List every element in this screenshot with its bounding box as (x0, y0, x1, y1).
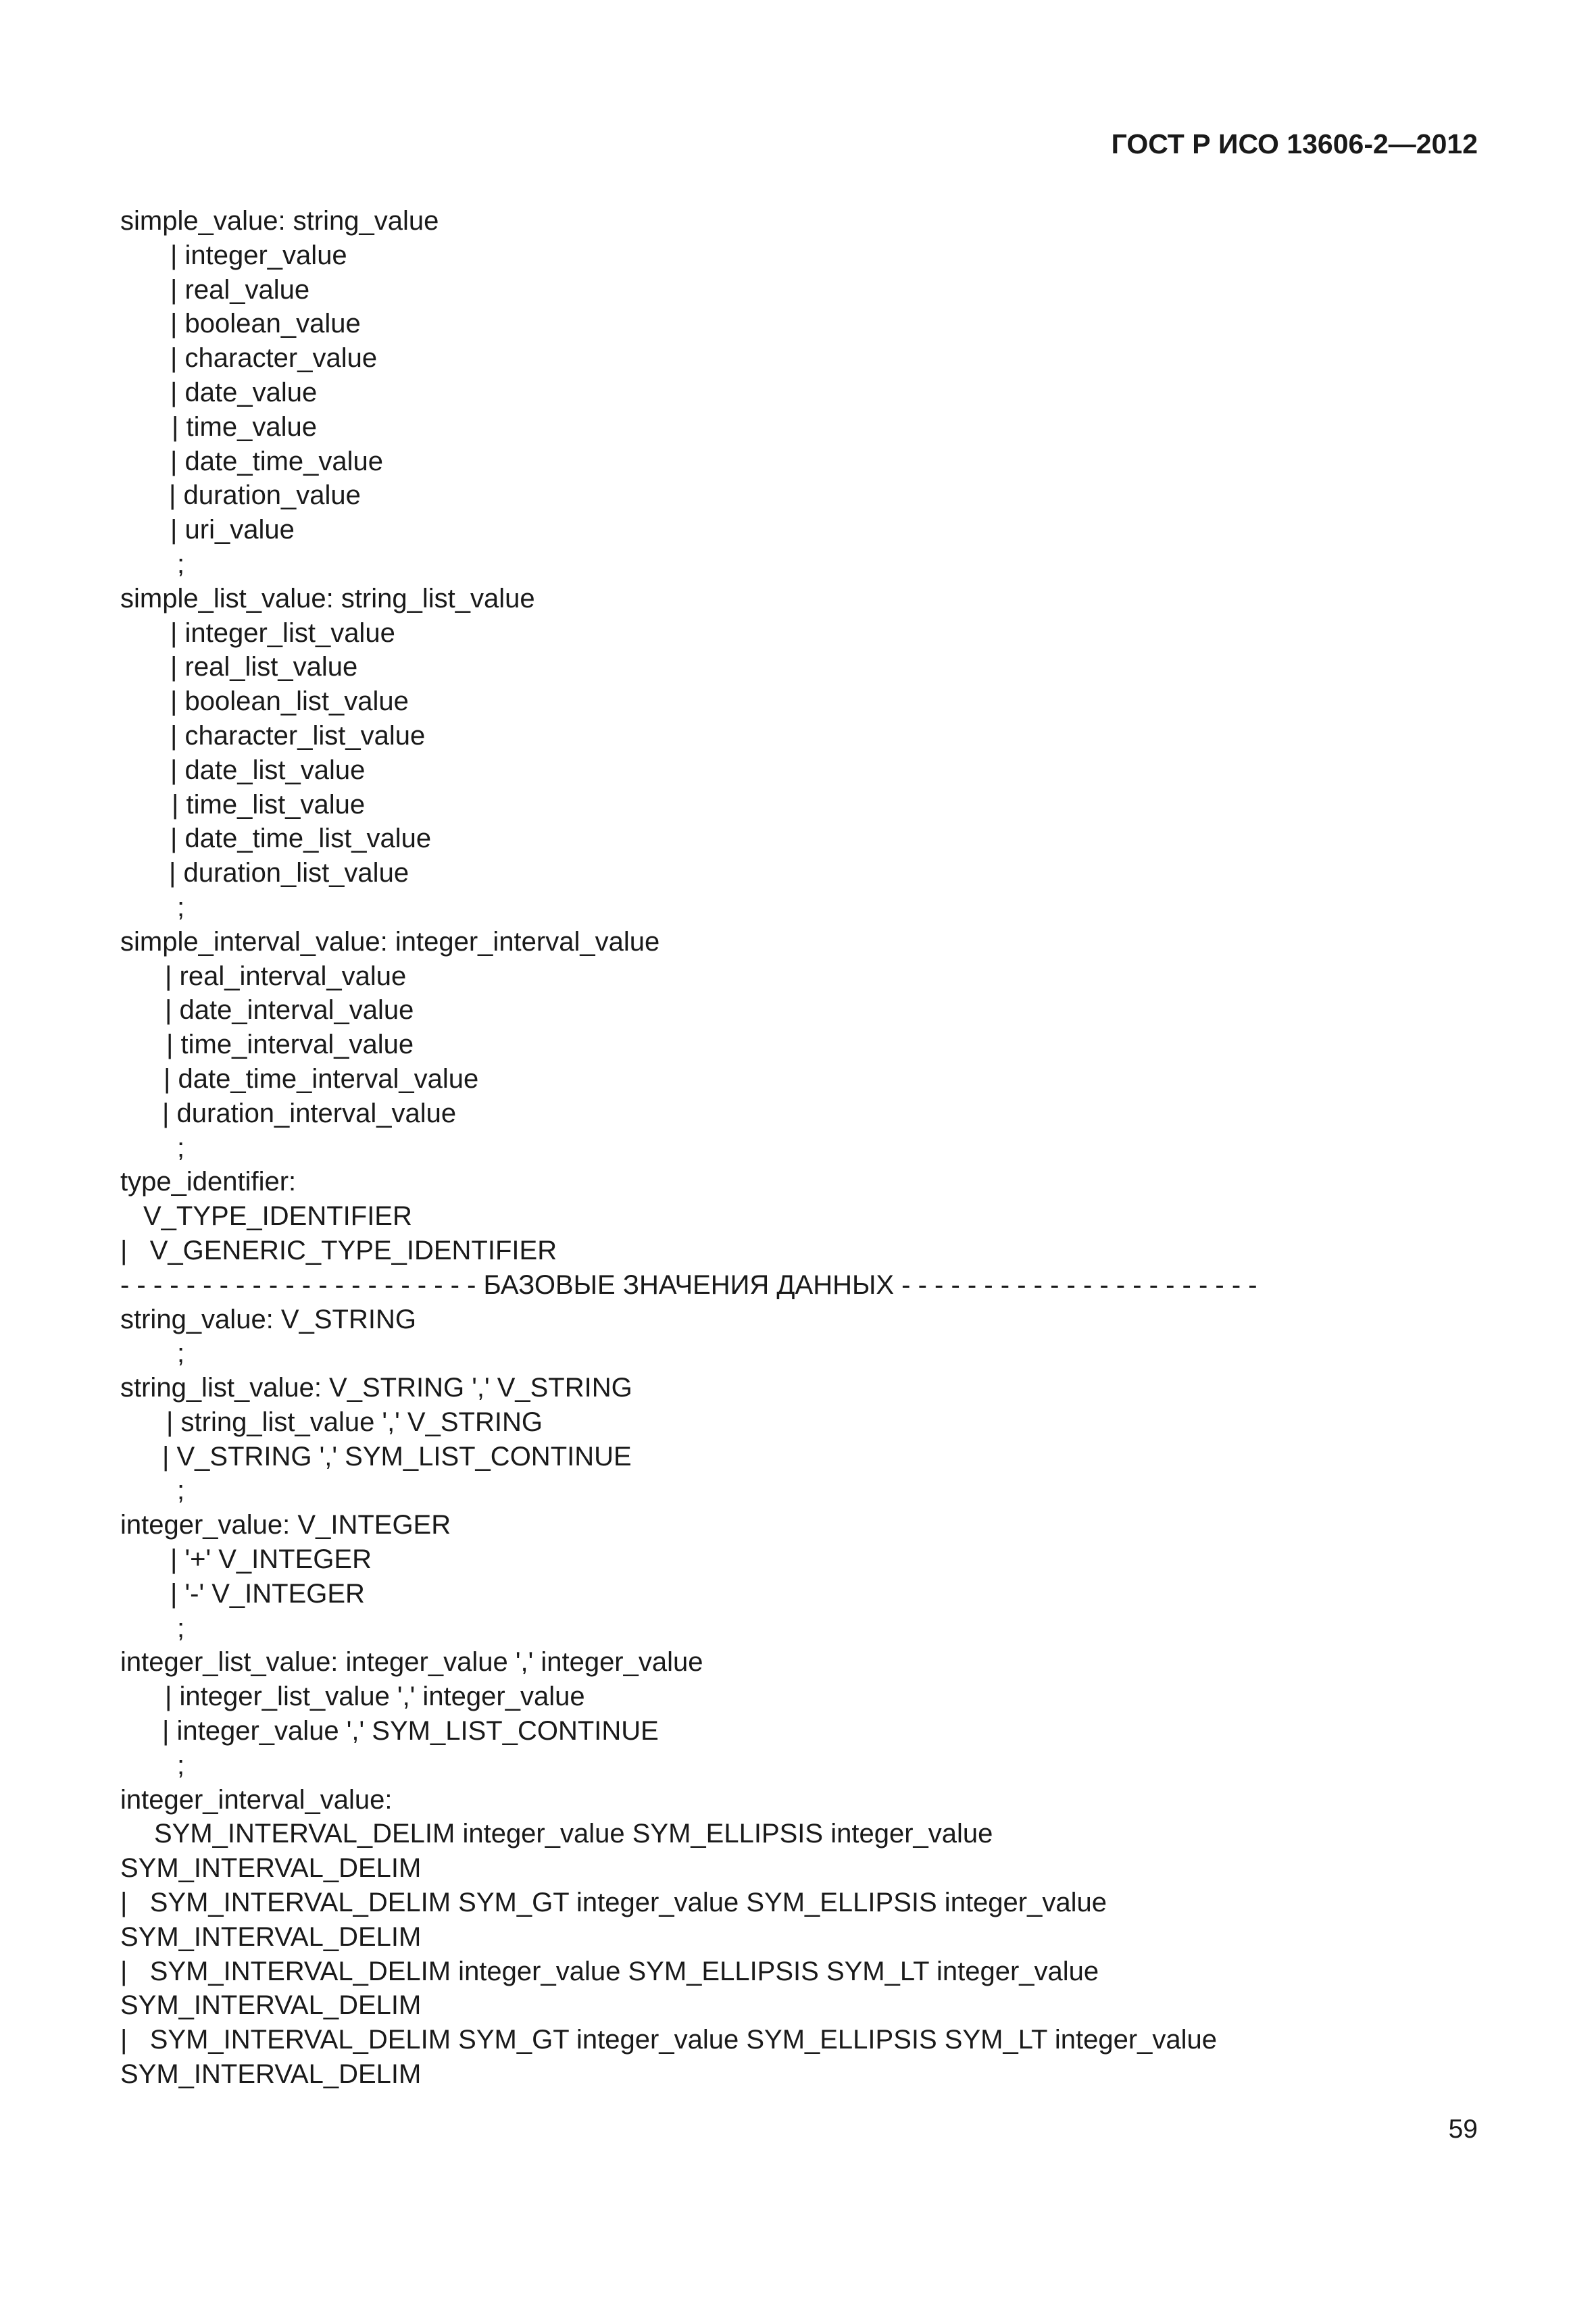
grammar-line: V_TYPE_IDENTIFIER (143, 1201, 412, 1232)
grammar-line: | boolean_value (170, 309, 361, 339)
grammar-line: ; (177, 1613, 185, 1643)
grammar-line: ; (177, 1132, 185, 1163)
grammar-line: | SYM_INTERVAL_DELIM SYM_GT integer_value SYM_ELLIPSIS SYM_LT integer_value (120, 2025, 1218, 2055)
grammar-line: | duration_list_value (169, 858, 409, 888)
grammar-line: simple_interval_value: integer_interval_value (120, 926, 660, 957)
grammar-line: | integer_list_value ',' integer_value (165, 1682, 585, 1712)
grammar-line: ; (177, 1476, 185, 1506)
page-number: 59 (1448, 2115, 1478, 2144)
grammar-line: simple_list_value: string_list_value (120, 583, 535, 613)
grammar-line: | character_list_value (170, 720, 426, 751)
grammar-line: integer_value: V_INTEGER (120, 1510, 451, 1540)
grammar-line: | '+' V_INTEGER (170, 1544, 372, 1575)
grammar-text-block (120, 204, 1257, 2092)
grammar-line: | character_value (170, 343, 378, 374)
grammar-line: SYM_INTERVAL_DELIM (120, 1921, 422, 1952)
grammar-line: | uri_value (170, 515, 295, 545)
grammar-line: | duration_value (169, 480, 361, 511)
grammar-line: | time_interval_value (166, 1030, 414, 1060)
grammar-line: ; (177, 549, 185, 579)
grammar-line: | date_time_value (170, 446, 384, 476)
grammar-line: - - - - - - - - - - - - - - - - - - - - - - БАЗОВЫЕ ЗНАЧЕНИЯ ДАННЫХ - - - - - - - - - - - - - - - - - - - - - - (120, 1269, 1257, 1300)
grammar-line: | date_time_interval_value (164, 1063, 479, 1094)
grammar-line: | V_GENERIC_TYPE_IDENTIFIER (120, 1235, 557, 1265)
grammar-line: | integer_value (170, 240, 347, 270)
grammar-line: ; (177, 892, 185, 922)
grammar-line: string_list_value: V_STRING ',' V_STRING (120, 1373, 632, 1403)
grammar-line: | date_interval_value (165, 995, 414, 1026)
grammar-line: integer_list_value: integer_value ',' integer_value (120, 1647, 703, 1678)
grammar-line: ; (177, 1750, 185, 1780)
grammar-line: | real_list_value (170, 652, 358, 682)
grammar-line: | real_value (170, 274, 310, 305)
grammar-line: string_value: V_STRING (120, 1304, 416, 1334)
grammar-line: | integer_list_value (170, 618, 395, 648)
grammar-line: | V_STRING ',' SYM_LIST_CONTINUE (162, 1441, 632, 1472)
grammar-line: SYM_INTERVAL_DELIM (120, 1990, 422, 2021)
grammar-line: | string_list_value ',' V_STRING (166, 1407, 543, 1437)
grammar-line: | SYM_INTERVAL_DELIM SYM_GT integer_value SYM_ELLIPSIS integer_value (120, 1888, 1107, 1918)
grammar-line: | duration_interval_value (162, 1098, 457, 1128)
document-header: ГОСТ Р ИСО 13606-2—2012 (1111, 128, 1478, 159)
grammar-line: SYM_INTERVAL_DELIM integer_value SYM_ELLIPSIS integer_value (154, 1819, 993, 1849)
grammar-line: simple_value: string_value (120, 206, 439, 236)
grammar-line: integer_interval_value: (120, 1784, 393, 1815)
grammar-line: | time_list_value (172, 789, 366, 820)
grammar-line: type_identifier: (120, 1167, 297, 1197)
grammar-line: SYM_INTERVAL_DELIM (120, 1853, 422, 1884)
grammar-line: | boolean_list_value (170, 686, 409, 717)
grammar-line: | real_interval_value (165, 961, 407, 991)
grammar-line: | SYM_INTERVAL_DELIM integer_value SYM_ELLIPSIS SYM_LT integer_value (120, 1956, 1099, 1986)
grammar-line: | time_value (172, 411, 317, 442)
grammar-line: | date_list_value (170, 755, 366, 785)
grammar-line: | date_value (170, 377, 318, 407)
grammar-line: | '-' V_INTEGER (170, 1578, 365, 1609)
grammar-line: ; (177, 1338, 185, 1369)
grammar-line: SYM_INTERVAL_DELIM (120, 2059, 422, 2090)
grammar-line: | date_time_list_value (170, 824, 432, 854)
grammar-line: | integer_value ',' SYM_LIST_CONTINUE (162, 1716, 659, 1746)
